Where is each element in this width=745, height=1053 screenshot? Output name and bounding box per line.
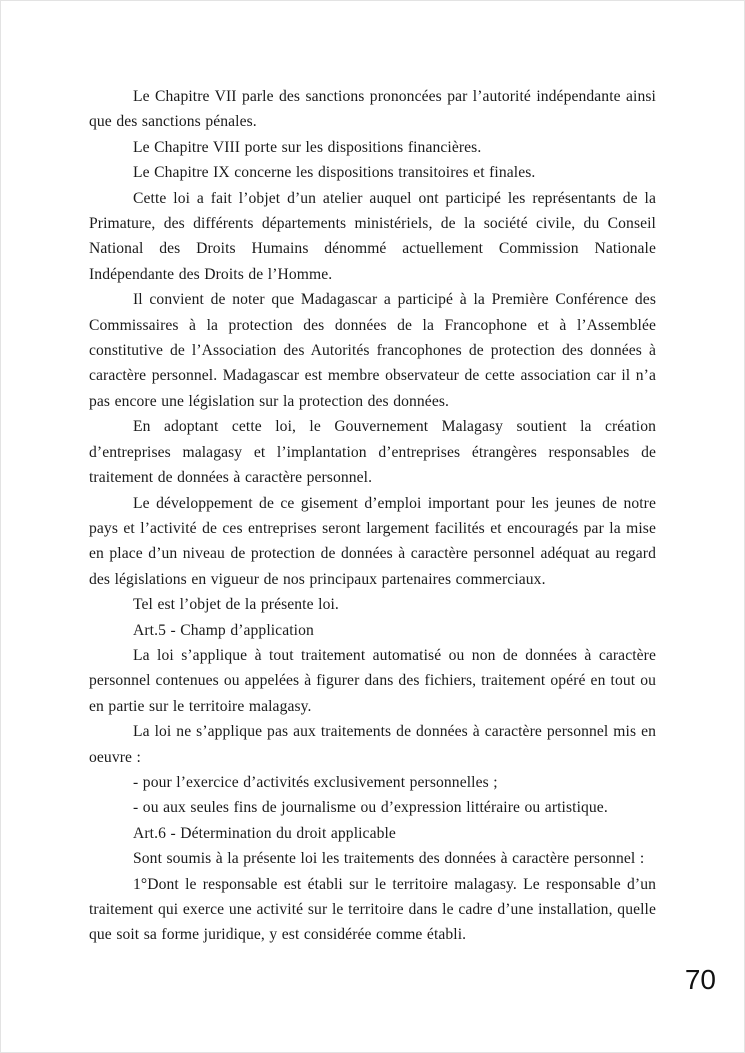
paragraph: Il convient de noter que Madagascar a participé à la Première Conférence des Commissaires à la protection des données de la Francophone et à l’Assemblée constitutive de l’Association des Autorités francophones de protection des données à caractère personnel. Madagascar est membre observateur de cette association car il n’a pas encore une législation sur la protection des données. bbox=[89, 291, 656, 410]
paragraph: Le Chapitre VII parle des sanctions prononcées par l’autorité indépendante ainsi que des sanctions pénales. bbox=[89, 88, 656, 131]
list-item: - ou aux seules fins de journalisme ou d’expression littéraire ou artistique. bbox=[133, 799, 608, 817]
paragraph: Tel est l’objet de la présente loi. bbox=[133, 596, 339, 614]
paragraph: La loi ne s’applique pas aux traitements de données à caractère personnel mis en oeuvre : bbox=[89, 723, 656, 766]
paragraph: Le développement de ce gisement d’emploi important pour les jeunes de notre pays et l’activité de ces entreprises seront largement facilités et encouragés par la mise en place d’un niveau de protection de données à caractère personnel adéquat au regard des législations en vigueur de nos principaux partenaires commerciaux. bbox=[89, 494, 656, 588]
paragraph: Le Chapitre IX concerne les dispositions transitoires et finales. bbox=[133, 164, 536, 182]
paragraph: La loi s’applique à tout traitement automatisé ou non de données à caractère personnel contenues ou appelées à figurer dans des fichiers, traitement opéré en tout ou en partie sur le territoire malagasy. bbox=[89, 646, 656, 715]
paragraph: Sont soumis à la présente loi les traitements des données à caractère personnel : bbox=[133, 850, 645, 868]
article-heading: Art.5 - Champ d’application bbox=[133, 621, 314, 639]
paragraph: En adoptant cette loi, le Gouvernement Malagasy soutient la création d’entreprises malagasy et l’implantation d’entreprises étrangères responsables de traitement de données à caractère personnel. bbox=[89, 418, 656, 487]
document-text-block bbox=[89, 84, 656, 948]
paragraph: 1°Dont le responsable est établi sur le territoire malagasy. Le responsable d’un traitement qui exerce une activité sur le territoire dans le cadre d’une installation, quelle que soit sa forme juridique, y est considérée comme établi. bbox=[89, 875, 656, 944]
list-item: - pour l’exercice d’activités exclusivement personnelles ; bbox=[133, 773, 498, 791]
paragraph: Le Chapitre VIII porte sur les dispositions financières. bbox=[133, 138, 482, 156]
page-number: 70 bbox=[684, 964, 716, 995]
article-heading: Art.6 - Détermination du droit applicable bbox=[133, 824, 396, 842]
paragraph: Cette loi a fait l’objet d’un atelier auquel ont participé les représentants de la Primature, des différents départements ministériels, de la société civile, du Conseil National des Droits Humains dénommé actuellement Commission Nationale Indépendante des Droits de l’Homme. bbox=[89, 189, 656, 283]
